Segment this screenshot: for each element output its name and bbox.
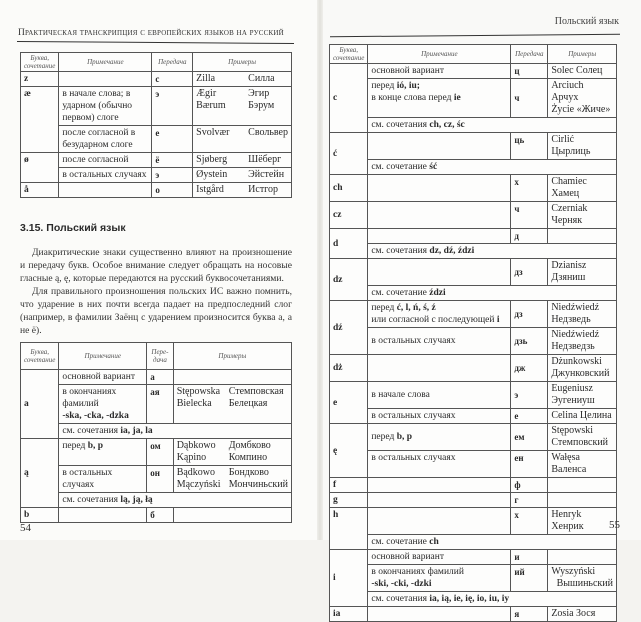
table-row [330, 355, 617, 382]
examples-cell: Henryk Хенрик [548, 508, 617, 535]
note-cell: в начале слова; в ударном (обычно первом) слоге [59, 87, 152, 126]
book-gutter [317, 0, 323, 540]
see-also-cell: см. сочетания dz, dź, ździ [368, 244, 617, 259]
note-cell [368, 493, 511, 508]
paragraph-stress: Для правильного произношения польских ИС важно помнить, что ударение в них почти всегда падает на предпоследний слог (например, в фамилии Заёнц с ударением произносится буква а, а не ё). [20, 286, 292, 336]
note-cell: после согласной в безударном слоге [59, 126, 152, 153]
table-row [330, 301, 617, 328]
table-row [330, 133, 617, 160]
transcription-table-polish-c-ia [329, 44, 617, 622]
transfer-cell: он [147, 466, 174, 493]
transfer-cell: х [511, 508, 548, 535]
examples-cell: Istgård Истгор [193, 183, 292, 198]
note-cell [368, 175, 511, 202]
examples-cell: Stępowski Стемповский [548, 424, 617, 451]
table-row [330, 424, 617, 451]
transfer-cell: я [511, 607, 548, 622]
table-row [21, 466, 292, 493]
letter-cell: ia [330, 607, 368, 622]
paragraph-diacritics: Диакритические знаки существенно влияют на произношение и передачу букв. Особое внимание следует обращать на носовые гласные ą, ę, которые передаются на русский буквосочетаниями. [20, 247, 292, 284]
column-header-note: Примечание [59, 53, 152, 72]
see-also-cell: см. сочетания ch, cz, śc [368, 118, 617, 133]
letter-cell: z [21, 72, 59, 87]
note-cell [368, 202, 511, 229]
examples-cell [173, 370, 291, 385]
examples-cell: Dzianisz Дзяниш [548, 259, 617, 286]
note-cell [59, 183, 152, 198]
examples-cell: Øystein Эйстейн [193, 168, 292, 183]
examples-cell: Niedźwiedź Недзведзь [548, 328, 617, 355]
page-number-right: 55 [609, 519, 620, 531]
letter-cell: dz [330, 259, 368, 301]
transcription-table-polish-a-b [20, 342, 292, 523]
examples-cell: Wałęsa Валенса [548, 451, 617, 478]
table-row [330, 202, 617, 229]
examples-cell: Dąbkowo Домбково Kąpino Компино [173, 439, 291, 466]
transfer-cell: дз [511, 259, 548, 286]
table-row [330, 328, 617, 355]
table-row [330, 565, 617, 592]
column-header-examples: Примеры [193, 53, 292, 72]
transfer-cell: ая [147, 385, 174, 424]
examples-cell: Zosia Зося [548, 607, 617, 622]
examples-cell: Svolvær Свольвер [193, 126, 292, 153]
table-row [21, 424, 292, 439]
transfer-cell: дз [511, 301, 548, 328]
transfer-cell: дзь [511, 328, 548, 355]
letter-cell: ć [330, 133, 368, 175]
letter-cell: å [21, 183, 59, 198]
note-cell: основной вариант [368, 64, 511, 79]
note-cell: в остальных случаях [368, 328, 511, 355]
transfer-cell: ць [511, 133, 548, 160]
table-row [330, 286, 617, 301]
table-row [330, 259, 617, 286]
examples-cell: Bądkowo Бондково Mączyński Мончиньский [173, 466, 291, 493]
table-header-row [21, 343, 292, 370]
note-cell: основной вариант [368, 550, 511, 565]
letter-cell: æ [21, 87, 59, 153]
table-row [330, 382, 617, 409]
note-cell [368, 355, 511, 382]
table-row [21, 153, 292, 168]
transfer-cell: г [511, 493, 548, 508]
table-row [21, 370, 292, 385]
see-also-cell: см. сочетания ia, ią, ie, ię, io, iu, iy [368, 592, 617, 607]
examples-cell [173, 508, 291, 523]
letter-cell: dż [330, 355, 368, 382]
transfer-cell: ом [147, 439, 174, 466]
transfer-cell: дж [511, 355, 548, 382]
table-row [21, 126, 292, 153]
note-cell: основной вариант [59, 370, 147, 385]
letter-cell: e [330, 382, 368, 424]
note-cell: в начале слова [368, 382, 511, 409]
letter-cell: ch [330, 175, 368, 202]
table-row [330, 478, 617, 493]
note-cell: в остальных случаях [368, 409, 511, 424]
examples-cell [548, 478, 617, 493]
table-row [330, 550, 617, 565]
examples-cell: Czerniak Черняк [548, 202, 617, 229]
column-header-transfer: Передача [152, 53, 193, 72]
note-cell: перед ć, l, ń, ś, ź или согласной с последующей i [368, 301, 511, 328]
transfer-cell: ен [511, 451, 548, 478]
see-also-cell: см. сочетания ia, ja, la [59, 424, 292, 439]
examples-cell: Celina Целина [548, 409, 617, 424]
note-cell: перед b, p [368, 424, 511, 451]
transfer-cell: б [147, 508, 174, 523]
note-cell: перед ió, iu; в конце слова перед ie [368, 79, 511, 118]
note-cell [368, 508, 511, 535]
examples-cell: Dżunkowski Джунковский [548, 355, 617, 382]
table-row [21, 168, 292, 183]
transfer-cell: ф [511, 478, 548, 493]
examples-cell [548, 493, 617, 508]
examples-cell: Cirlić Цырлиць [548, 133, 617, 160]
note-cell [368, 229, 511, 244]
transfer-cell: ё [152, 153, 193, 168]
examples-cell: Niedźwiedź Недзведь [548, 301, 617, 328]
letter-cell: c [330, 64, 368, 133]
letter-cell: f [330, 478, 368, 493]
column-header-transfer: Передача [511, 45, 548, 64]
transfer-cell: ц [511, 64, 548, 79]
column-header-note: Примечание [59, 343, 147, 370]
note-cell [368, 259, 511, 286]
section-title: 3.15. Польский язык [20, 222, 126, 234]
running-head-left: Практическая транскрипция с европейских языков на русский [18, 28, 284, 38]
letter-cell: d [330, 229, 368, 259]
column-header-letter: Буква, сочетание [21, 53, 59, 72]
note-cell [368, 607, 511, 622]
table-row [21, 508, 292, 523]
note-cell: перед b, p [59, 439, 147, 466]
note-cell: в окончаниях фамилий -ski, -cki, -dzki [368, 565, 511, 592]
letter-cell: a [21, 370, 59, 439]
table-row [330, 451, 617, 478]
transfer-cell: э [152, 168, 193, 183]
examples-cell: Wyszyński Вышиньский [548, 565, 617, 592]
see-also-cell: см. сочетания lą, ją, łą [59, 493, 292, 508]
note-cell [59, 72, 152, 87]
note-cell: в остальных случаях [59, 168, 152, 183]
transfer-cell: е [511, 409, 548, 424]
table-row [21, 183, 292, 198]
examples-cell: Arciuch Арчух Życie «Жиче» [548, 79, 617, 118]
transfer-cell: э [511, 382, 548, 409]
examples-cell: Zilla Силла [193, 72, 292, 87]
table-row [21, 439, 292, 466]
table-row [21, 385, 292, 424]
examples-cell: Chamiec Хамец [548, 175, 617, 202]
transfer-cell: э [152, 87, 193, 126]
table-row [330, 535, 617, 550]
note-cell [368, 478, 511, 493]
transfer-cell: и [511, 550, 548, 565]
table-header-row [21, 53, 292, 72]
transfer-cell: ч [511, 202, 548, 229]
table-row [330, 118, 617, 133]
table-row [330, 592, 617, 607]
column-header-note: Примечание [368, 45, 511, 64]
see-also-cell: см. сочетание ch [368, 535, 617, 550]
table-row [330, 64, 617, 79]
letter-cell: ę [330, 424, 368, 478]
examples-cell: Eugeniusz Эугениуш [548, 382, 617, 409]
letter-cell: dź [330, 301, 368, 355]
examples-cell: Ægir Эгир Bærum Бэрум [193, 87, 292, 126]
table-row [21, 72, 292, 87]
note-cell: в остальных случаях [368, 451, 511, 478]
letter-cell: ą [21, 439, 59, 508]
note-cell: после согласной [59, 153, 152, 168]
transfer-cell: а [147, 370, 174, 385]
examples-cell [548, 550, 617, 565]
transfer-cell: ий [511, 565, 548, 592]
examples-cell: Stępowska Стемповская Bielecka Белецкая [173, 385, 291, 424]
column-header-letter: Буква, сочетание [330, 45, 368, 64]
column-header-examples: Примеры [548, 45, 617, 64]
table-row [330, 79, 617, 118]
letter-cell: g [330, 493, 368, 508]
table-row [21, 87, 292, 126]
note-cell: в окончаниях фамилий -ska, -cka, -dzka [59, 385, 147, 424]
note-cell [368, 133, 511, 160]
examples-cell: Solec Солец [548, 64, 617, 79]
running-head-right: Польский язык [554, 16, 619, 27]
table-row [330, 229, 617, 244]
transfer-cell: о [152, 183, 193, 198]
table-row [21, 493, 292, 508]
examples-cell: Sjøberg Шёберг [193, 153, 292, 168]
transfer-cell: д [511, 229, 548, 244]
page-number-left: 54 [20, 522, 31, 534]
transfer-cell: х [511, 175, 548, 202]
table-row [330, 508, 617, 535]
note-cell: в остальных случаях [59, 466, 147, 493]
table-row [330, 160, 617, 175]
column-header-letter: Буква, сочетание [21, 343, 59, 370]
letter-cell: h [330, 508, 368, 550]
table-header-row [330, 45, 617, 64]
note-cell [59, 508, 147, 523]
table-row [330, 409, 617, 424]
letter-cell: ø [21, 153, 59, 183]
examples-cell [548, 229, 617, 244]
letter-cell: b [21, 508, 59, 523]
transfer-cell: ем [511, 424, 548, 451]
transfer-cell: с [152, 72, 193, 87]
see-also-cell: см. сочетание ść [368, 160, 617, 175]
table-row [330, 493, 617, 508]
transfer-cell: ч [511, 79, 548, 118]
column-header-examples: Примеры [173, 343, 291, 370]
table-row [330, 607, 617, 622]
letter-cell: i [330, 550, 368, 607]
see-also-cell: см. сочетание ździ [368, 286, 617, 301]
table-row [330, 175, 617, 202]
column-header-transfer: Пере-дача [147, 343, 174, 370]
transfer-cell: е [152, 126, 193, 153]
table-row [330, 244, 617, 259]
letter-cell: cz [330, 202, 368, 229]
transcription-table-scandinavian [20, 52, 292, 198]
